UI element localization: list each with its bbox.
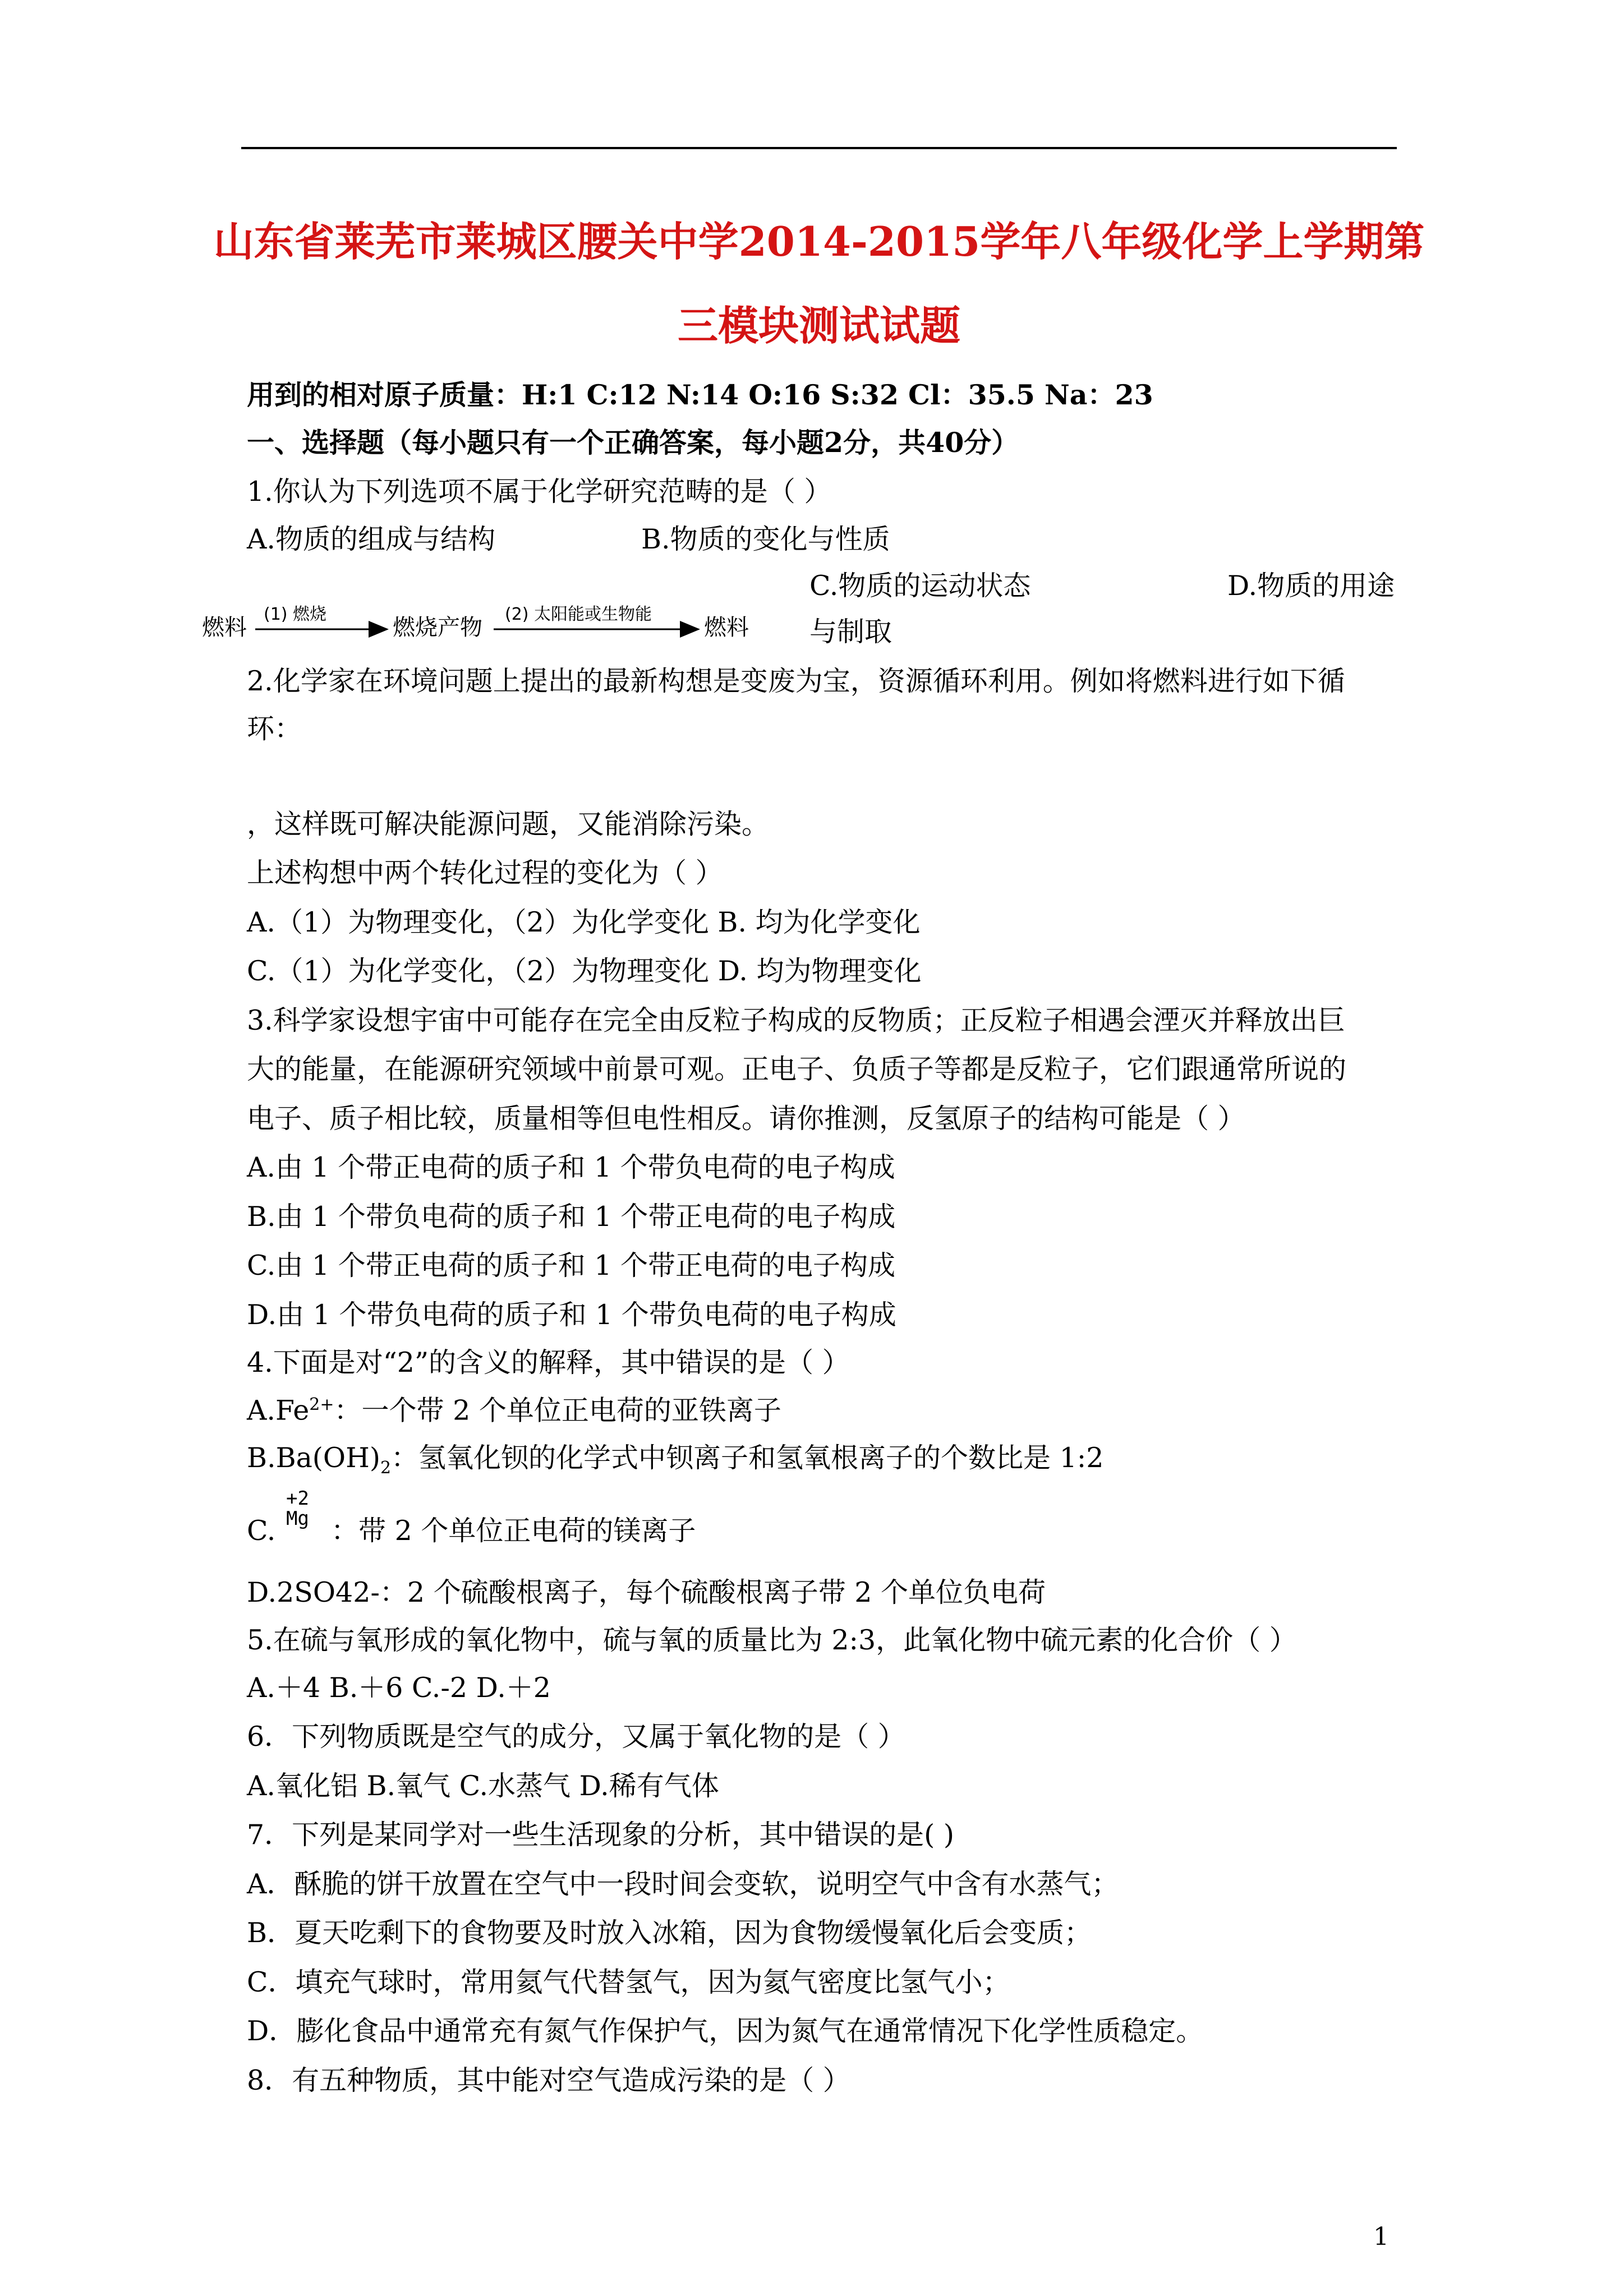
q1-option-b: B.物质的变化与性质 [641, 523, 890, 555]
q4-a-prefix: A.Fe [247, 1394, 310, 1427]
mg-valence-symbol [286, 1489, 309, 1529]
q3-stem-1: 3.科学家设想宇宙中可能存在完全由反粒子构成的反物质；正反粒子相遇会湮灭并释放出巨 [247, 1004, 1345, 1036]
q2-options-ab: A.（1）为物理变化，（2）为化学变化 B. 均为化学变化 [247, 906, 921, 938]
q4-b-text: ：氢氧化钡的化学式中钡离子和氢氧根离子的个数比是 1:2 [391, 1442, 1104, 1474]
mg-symbol: Mg [286, 1507, 309, 1530]
q4-b-prefix: B.Ba(OH) [247, 1442, 380, 1474]
q4-option-a [247, 1394, 781, 1427]
q3-option-a: A.由 1 个带正电荷的质子和 1 个带负电荷的电子构成 [247, 1151, 895, 1183]
q1-option-d-cont: 与制取 [809, 616, 892, 648]
q2-options-cd: C.（1）为化学变化，（2）为物理变化 D. 均为物理变化 [247, 955, 922, 987]
q3-option-b: B.由 1 个带负电荷的质子和 1 个带正电荷的电子构成 [247, 1201, 896, 1233]
q6-options: A.氧化铝 B.氧气 C.水蒸气 D.稀有气体 [247, 1770, 719, 1802]
mg-charge: +2 [286, 1487, 309, 1510]
q7-option-d: D．膨化食品中通常充有氮气作保护气，因为氮气在通常情况下化学性质稳定。 [247, 2015, 1204, 2047]
q2-stem-1: 2.化学家在环境问题上提出的最新构想是变废为宝，资源循环利用。例如将燃料进行如下循 [247, 665, 1345, 697]
q4-option-c-prefix: C. [247, 1515, 276, 1547]
q1-option-a: A.物质的组成与结构 [247, 523, 495, 555]
q7-option-c: C．填充气球时，常用氦气代替氢气，因为氦气密度比氢气小； [247, 1966, 1010, 1998]
q2-stem-2: 环： [247, 713, 302, 745]
q1-option-d: D.物质的用途 [1227, 570, 1395, 602]
page-number: 1 [1373, 2223, 1389, 2251]
q7-option-a: A．酥脆的饼干放置在空气中一段时间会变软，说明空气中含有水蒸气； [247, 1868, 1119, 1900]
q4-b-subscript: 2 [380, 1458, 392, 1478]
q4-a-charge: 2+ [309, 1395, 334, 1414]
step-1-label: (1) 燃烧 [264, 605, 327, 624]
q1-stem: 1.你认为下列选项不属于化学研究范畴的是（ ） [247, 476, 832, 508]
q4-stem: 4.下面是对“2”的含义的解释，其中错误的是（ ） [247, 1347, 850, 1378]
q7-option-b: B．夏天吃剩下的食物要及时放入冰箱，因为食物缓慢氧化后会变质； [247, 1917, 1092, 1949]
fuel-cycle-diagram [202, 594, 791, 645]
q3-stem-3: 电子、质子相比较，质量相等但电性相反。请你推测，反氢原子的结构可能是（ ） [247, 1103, 1245, 1135]
q6-stem: 6．下列物质既是空气的成分，又属于氧化物的是（ ） [247, 1721, 905, 1753]
section-heading: 一、选择题（每小题只有一个正确答案，每小题2分，共40分） [247, 426, 1019, 459]
q4-option-d: D.2SO42-：2 个硫酸根离子，每个硫酸根离子带 2 个单位负电荷 [247, 1576, 1046, 1608]
q8-stem: 8．有五种物质，其中能对空气造成污染的是（ ） [247, 2064, 850, 2096]
q3-option-c: C.由 1 个带正电荷的质子和 1 个带正电荷的电子构成 [247, 1250, 895, 1281]
fuel-label-end: 燃料 [704, 615, 749, 640]
q2-stem-4: 上述构想中两个转化过程的变化为（ ） [247, 857, 723, 889]
step-2-label: (2) 太阳能或生物能 [505, 605, 652, 624]
q7-stem: 7．下列是某同学对一些生活现象的分析，其中错误的是( ) [247, 1819, 954, 1851]
atomic-masses: 用到的相对原子质量：H:1 C:12 N:14 O:16 S:32 Cl：35.5 Na：23 [247, 379, 1153, 411]
q4-a-text: ：一个带 2 个单位正电荷的亚铁离子 [334, 1394, 781, 1427]
q2-stem-3: ，这样既可解决能源问题，又能消除污染。 [247, 808, 770, 840]
title-line-1: 山东省莱芜市莱城区腰关中学2014-2015学年八年级化学上学期第 [213, 218, 1425, 265]
product-label: 燃烧产物 [393, 615, 482, 640]
q4-option-b [247, 1444, 1103, 1477]
q4-option-c-text: ：带 2 个单位正电荷的镁离子 [331, 1515, 696, 1547]
header-rule [241, 147, 1397, 149]
title-line-2: 三模块测试试题 [677, 302, 960, 349]
q3-stem-2: 大的能量，在能源研究领域中前景可观。正电子、负质子等都是反粒子，它们跟通常所说的 [247, 1053, 1347, 1085]
q1-option-c: C.物质的运动状态 [809, 570, 1031, 602]
q5-stem: 5.在硫与氧形成的氧化物中，硫与氧的质量比为 2:3，此氧化物中硫元素的化合价（ ） [247, 1624, 1297, 1656]
q5-options: A.＋4 B.＋6 C.-2 D.＋2 [247, 1672, 551, 1704]
fuel-label-start: 燃料 [202, 615, 247, 640]
q3-option-d: D.由 1 个带负电荷的质子和 1 个带负电荷的电子构成 [247, 1299, 896, 1331]
